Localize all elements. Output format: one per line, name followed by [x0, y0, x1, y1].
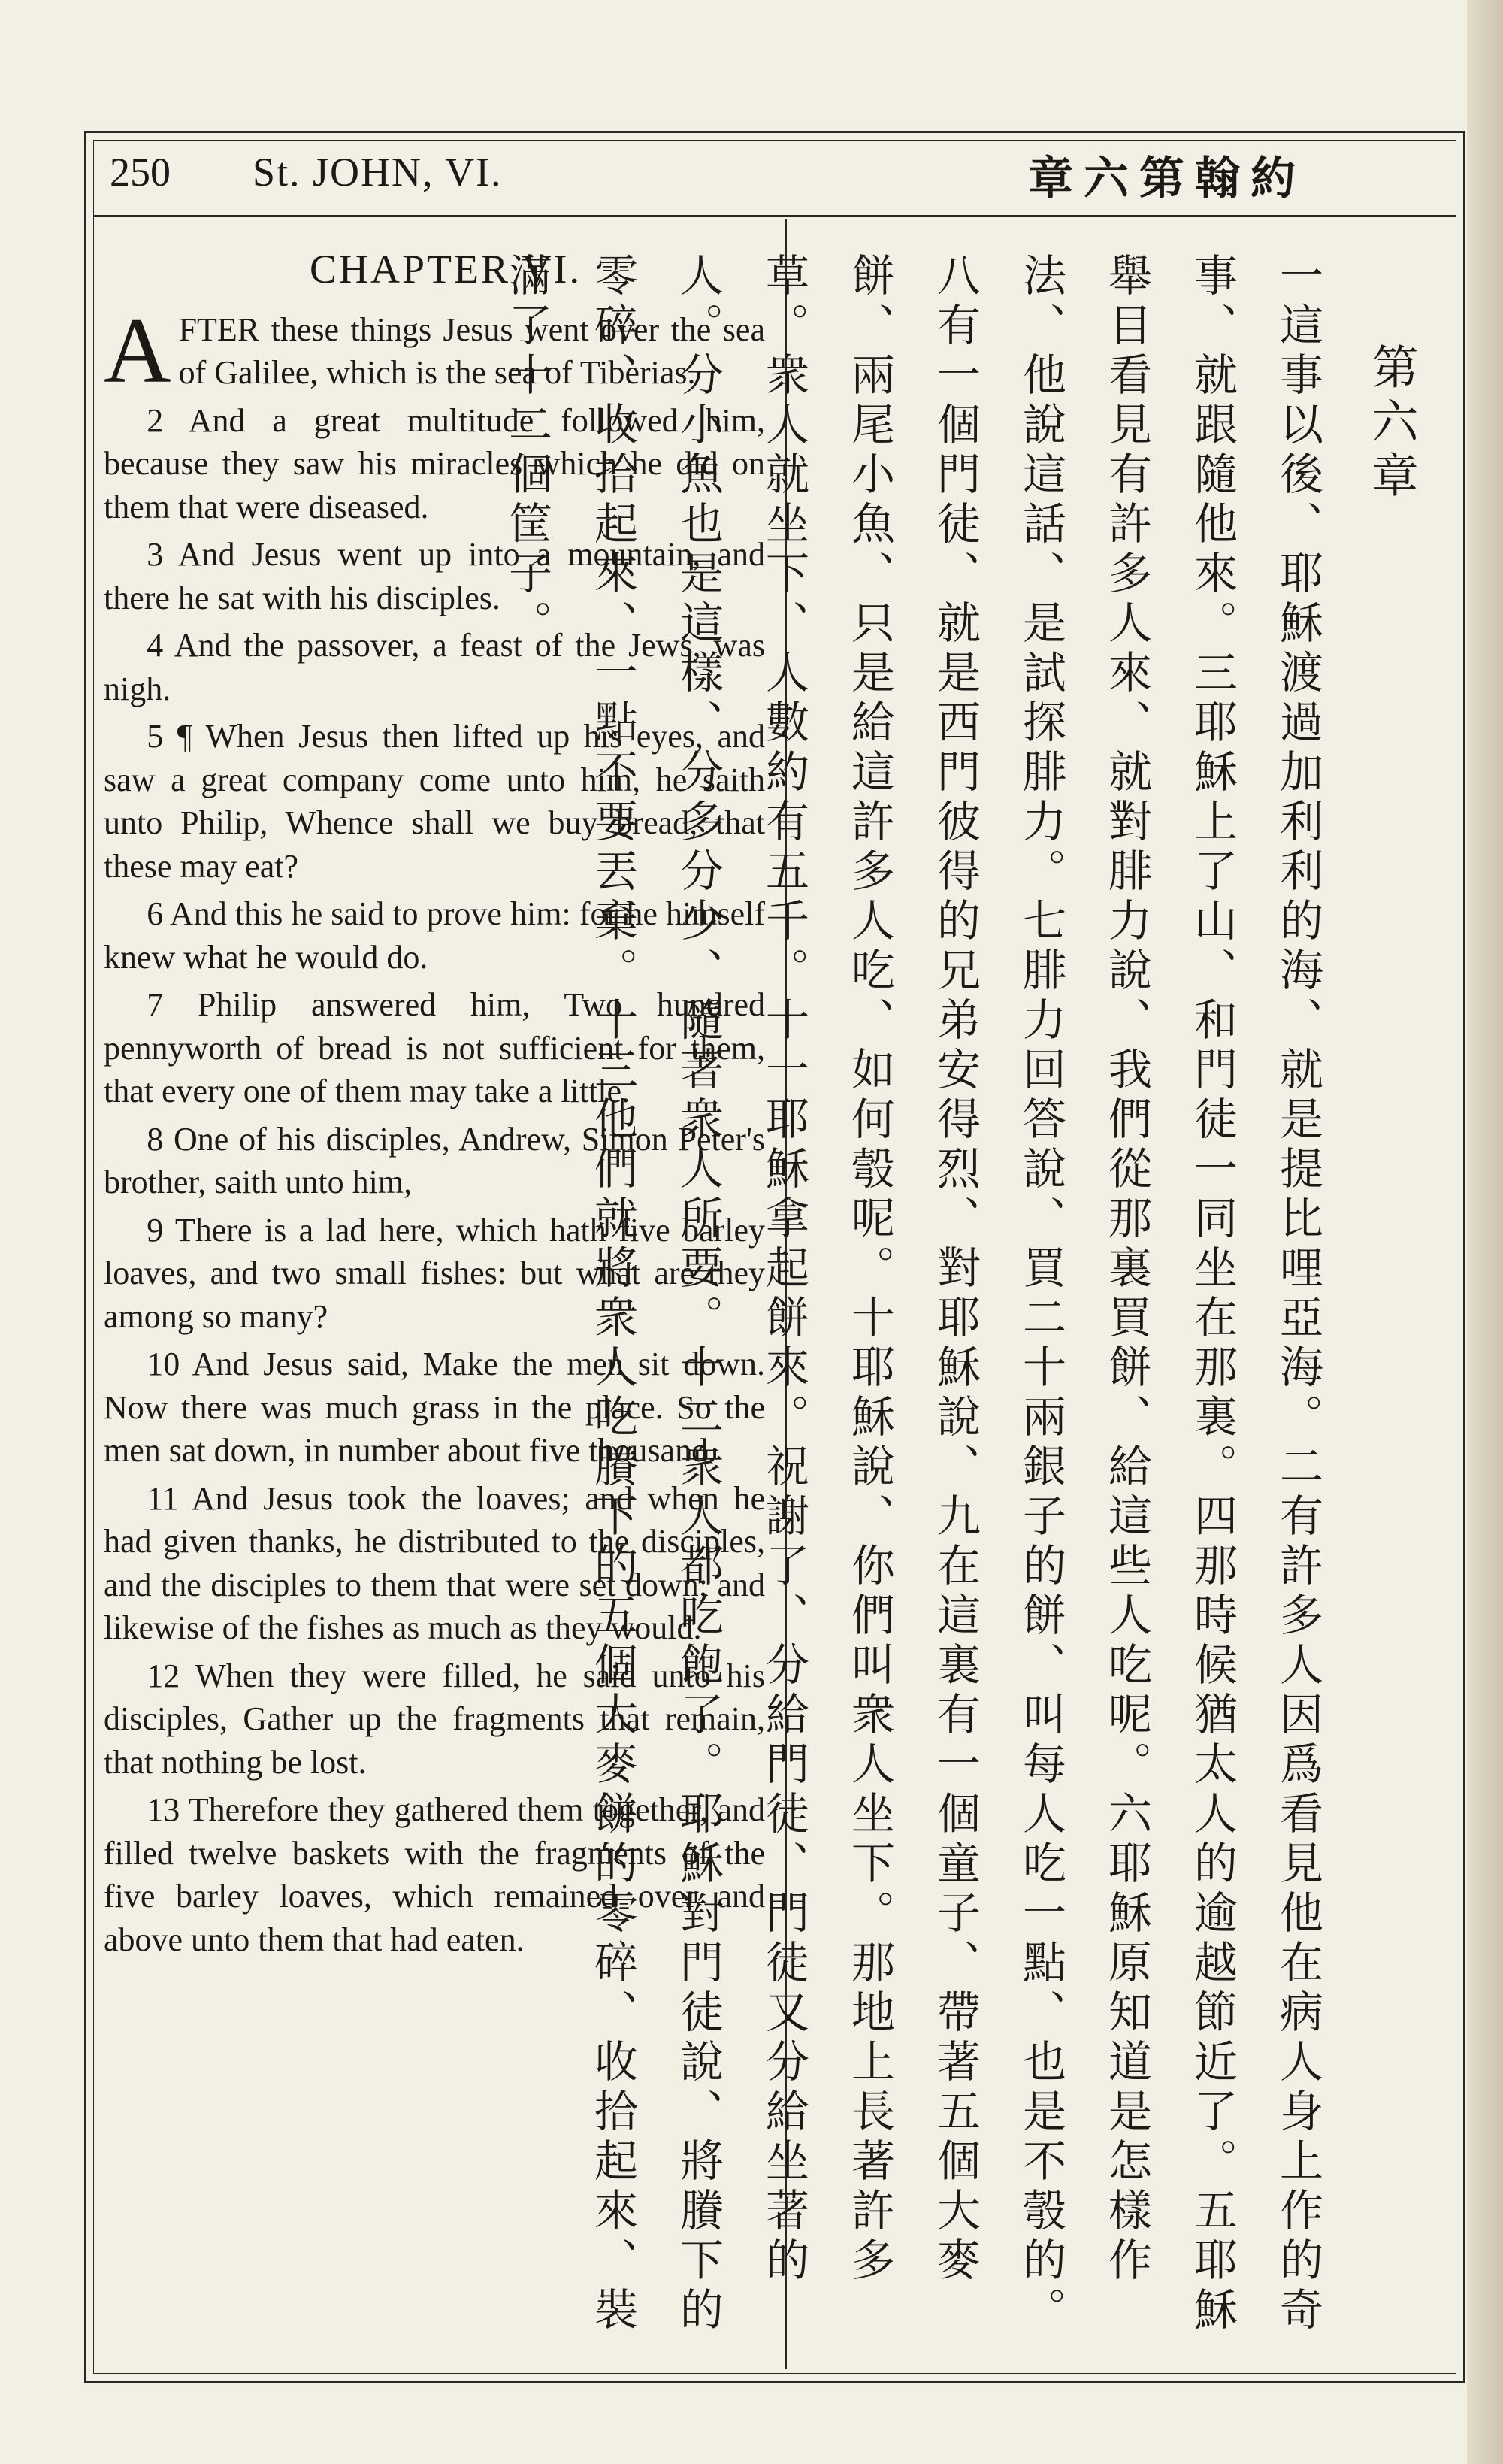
verse-3: 3 And Jesus went up into a mountain, and there he sat with his disciples. — [104, 536, 765, 616]
drop-cap: A — [104, 298, 171, 402]
verse-7: 7 Philip answered him, Two hundred pennyworth of bread is not sufficient for them, that every one of them may take a little. — [104, 986, 765, 1109]
running-head — [253, 149, 503, 195]
verse-13: 13 Therefore they gathered them together, and filled twelve baskets with the fragments of the five barley loaves, which remained over and above unto them that had eaten. — [104, 1791, 765, 1958]
chinese-column — [501, 253, 1434, 2357]
header-rule — [93, 215, 1456, 217]
verse-6: 6 And this he said to prove him: for he himself knew what he would do. — [104, 895, 765, 976]
chinese-chapter-heading: 第六章 — [1364, 343, 1419, 505]
verse-5: 5 ¶ When Jesus then lifted up his eyes, and saw a great company come unto him, he saith unto Philip, Whence shall we buy bread, that these may eat? — [104, 718, 765, 885]
verse-9: 9 There is a lad here, which hath five barley loaves, and two small fishes: but what are they among so many? — [104, 1211, 765, 1335]
running-head-st: St. — [253, 150, 301, 195]
running-head-chinese: 約翰第六章 — [1028, 153, 1306, 205]
verse-4: 4 And the passover, a feast of the Jews, was nigh. — [104, 627, 765, 707]
verse-1-text: FTER these things Jesus went over the sea of Galilee, which is the sea of Tiberias. — [178, 310, 765, 391]
verse-11: 11 And Jesus took the loaves; and when he had given thanks, he distributed to the disciples, and the disciples to them that were set down; and likewise of the fishes as much as they would. — [104, 1479, 765, 1646]
page-edge — [1467, 0, 1503, 2464]
chapter-title: CHAPTER VI. — [309, 247, 582, 292]
running-head-rest: JOHN, VI. — [313, 150, 503, 195]
page-number: 250 — [110, 150, 171, 195]
verse-8: 8 One of his disciples, Andrew, Simon Peter's brother, saith unto him, — [104, 1120, 765, 1200]
verse-12: 12 When they were filled, he said unto his disciples, Gather up the fragments that remain, that nothing be lost. — [104, 1657, 765, 1781]
verse-10: 10 And Jesus said, Make the men sit down. Now there was much grass in the place. So the men sat down, in number about five thousand. — [104, 1346, 765, 1469]
verse-2: 2 And a great multitude followed him, because they saw his miracles which he did on them that were diseased. — [104, 401, 765, 525]
chinese-text: 一這事以後、耶穌渡過加利利的海、就是提比哩亞海。二有許多人因爲看見他在病人身上作的奇事、就跟隨他來。三耶穌上了山、和門徒一同坐在那裏。四那時候猶太人的逾越節近了。五耶穌舉目看見有許多人來、就對腓力說、我們從那裏買餅、給這些人吃呢。六耶穌原知道是怎樣作法、他說這話、是試探腓力。七腓力回答說、買二十兩銀子的餅、叫每人吃一點、也是不彀的。八有一個門徒、就是西門彼得的兄弟安得烈、對耶穌說、九在這裏有一個童子、帶著五個大麥餅、兩尾小魚、只是給這許多人吃、如何彀呢。十耶穌說、你們叫衆人坐下。那地上長著許多草。衆人就坐下、人數約有五千。十一耶穌拿起餅來。祝謝了、分給門徒、門徒又分給坐著的人。分小魚也是這樣、分多分少、隨著衆人所要。十二衆人都吃飽了。耶穌對門徒說、將賸下的零碎、收拾起來、一點不要丟棄。十三他們就將衆人吃賸下的五個大麥餅的零碎、收拾起來、裝滿了十二個筐子。 — [501, 253, 1323, 2336]
